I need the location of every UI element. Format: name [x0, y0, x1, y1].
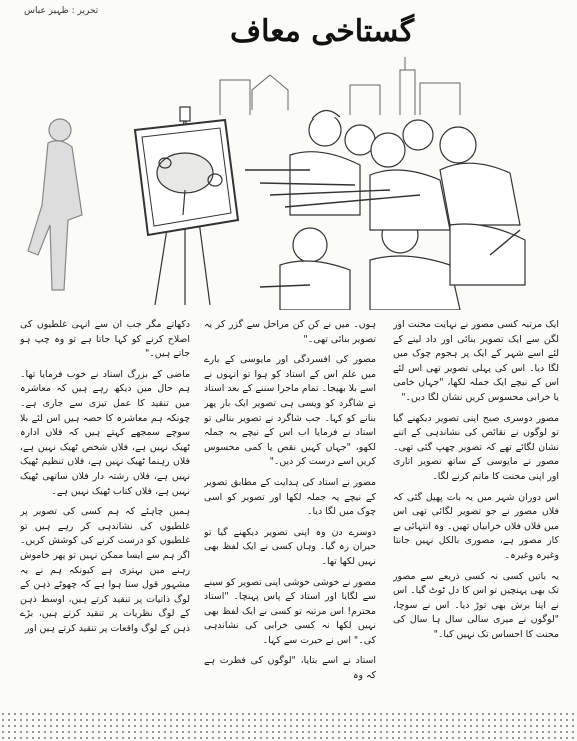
paragraph: ماضی کے بزرگ استاد نے خوب فرمایا تھا۔ ہم حال میں دیکھ رہے ہیں کہ معاشرہ میں تنقید کا عمل تیزی سے جاری ہے۔ چونکہ ہم معاشرہ کا حصہ ہیں اس لئے بلا سوچے سمجھے کہتے ہیں کہ فلاں ادارہ ٹھیک نہیں ہے، فلاں شخص ٹھیک نہیں ہے، فلاں رہنما ٹھیک نہیں ہے، فلاں تنظیم ٹھیک نہیں ہے، فلاں رشتہ دار فلاں ساتھی ٹھیک نہیں ہے، فلاں کتاب ٹھیک نہیں ہے۔ — [20, 368, 190, 497]
paragraph: ایک مرتبہ کسی مصور نے نہایت محنت اور لگن سے ایک تصویر بنائی اور داد لینے کے لئے اسے شہر کے ایک پر ہجوم چوک میں لگا دیا۔ اس کی پہلی تصویر تھی اس لئے اس کے نیچے ایک جملہ لکھا، "جہاں خامی یا خرابی محسوس کریں نشان لگا دیں۔" — [393, 319, 559, 403]
text-column-middle — [204, 318, 376, 713]
crowd — [280, 110, 525, 310]
page-title: گستاخی معاف — [229, 14, 414, 49]
paragraph: استاد نے اسے بتایا، "لوگوں کی فطرت ہے کہ وہ — [204, 655, 376, 682]
dotted-footer-pattern — [0, 711, 577, 741]
walking-figure — [28, 119, 82, 290]
paragraph: مصور کی افسردگی اور مایوسی کے بارے میں علم اس کے استاد کو ہوا تو انہوں نے اسے بلا بھیجا۔ تمام ماجرا سننے کے بعد استاد نے شاگرد کو ویسی ہی تصویر ایک بار پھر بنانے کو کہا۔ جب شاگرد نے تصویر بنالی تو استاد نے فرمایا اب اس کے نیچے یہ جملہ لکھو، "جہاں کہیں نقص یا کمی محسوس کریں اسے درست کر دیں۔" — [204, 354, 376, 468]
byline: تحریر : ظہیر عباس — [24, 6, 99, 16]
paragraph: مصور دوسری صبح اپنی تصویر دیکھنے گیا تو لوگوں نے نقائص کی نشاندہی کے اتنے نشان لگائے تھے کہ تصویر چھپ گئی تھی۔ مصور نے مایوسی کے ساتھ تصویر اتاری اور اپنی محنت کا ماتم کرنے لگا۔ — [393, 412, 559, 482]
paragraph: مصور نے استاد کی ہدایت کے مطابق تصویر کے نیچے یہ جملہ لکھا اور تصویر کو اسی چوک میں لگا دیا۔ — [204, 476, 376, 518]
text-column-left — [20, 318, 190, 713]
paragraph: ہوں۔ میں نے کن کن مراحل سے گزر کر یہ تصویر بنائی تھی۔" — [204, 319, 376, 345]
paragraph: ہمیں چاہئے کہ ہم کسی کی تصویر پر غلطیوں کی نشاندہی کر رہے ہیں تو غلطیوں کو درست کرنے کی کوشش کریں۔ اگر ہم سے ایسا ممکن نہیں تو پھر خاموش رہنے میں بہتری ہے کیونکہ ہم نے یہ مشہور قول سنا ہوا ہے کہ چھوٹے ذہن کے لوگ ذاتیات پر تنقید کرتے ہیں، اوسط ذہن کے لوگ نظریات پر تنقید کرتے ہیں، بڑے ذہن کے لوگ واقعات پر تنقید کرتے ہیں اور — [20, 506, 190, 634]
text-column-right — [393, 318, 559, 713]
paragraph: یہ باتیں کسی نہ کسی ذریعے سے مصور تک بھی پہنچیں تو اس کا دل ٹوٹ گیا۔ اس نے اپنا برش بھی توڑ دیا۔ اس نے سوچا، "لوگوں نے میری سالی سال ہا سال کی محنت کا احساس تک نہیں کیا۔" — [393, 570, 559, 640]
paragraph: دکھاتے مگر جب ان سے انہی غلطیوں کی اصلاح کرنے کو کہا جاتا ہے تو وہ چپ ہو جاتے ہیں۔" — [20, 319, 190, 360]
paragraph: دوسرے دن وہ اپنی تصویر دیکھنے گیا تو حیران رہ گیا۔ وہاں کسی نے ایک لفظ بھی نہیں لکھا تھا۔ — [204, 526, 376, 567]
city-skyline — [220, 57, 460, 115]
paragraph: اس دوران شہر میں یہ بات پھیل گئی کہ فلاں مصور نے جو تصویر لگائی تھی اس میں فلاں فلاں خرابیاں تھیں۔ وہ انتہائی بے کار مصور ہے، مصوری بالکل نہیں جانتا وغیرہ وغیرہ۔ — [393, 491, 559, 561]
illustration — [20, 55, 560, 310]
paragraph: مصور نے خوشی خوشی اپنی تصویر کو سینے سے لگایا اور استاد کے پاس پہنچا۔ "استاد محترم! اس مرتبہ تو کسی نے ایک لفظ بھی نہیں لکھا نہ کسی خرابی کی نشاندہی کی۔" اس نے حیرت سے کہا۔ — [204, 576, 376, 646]
painting — [135, 120, 238, 235]
